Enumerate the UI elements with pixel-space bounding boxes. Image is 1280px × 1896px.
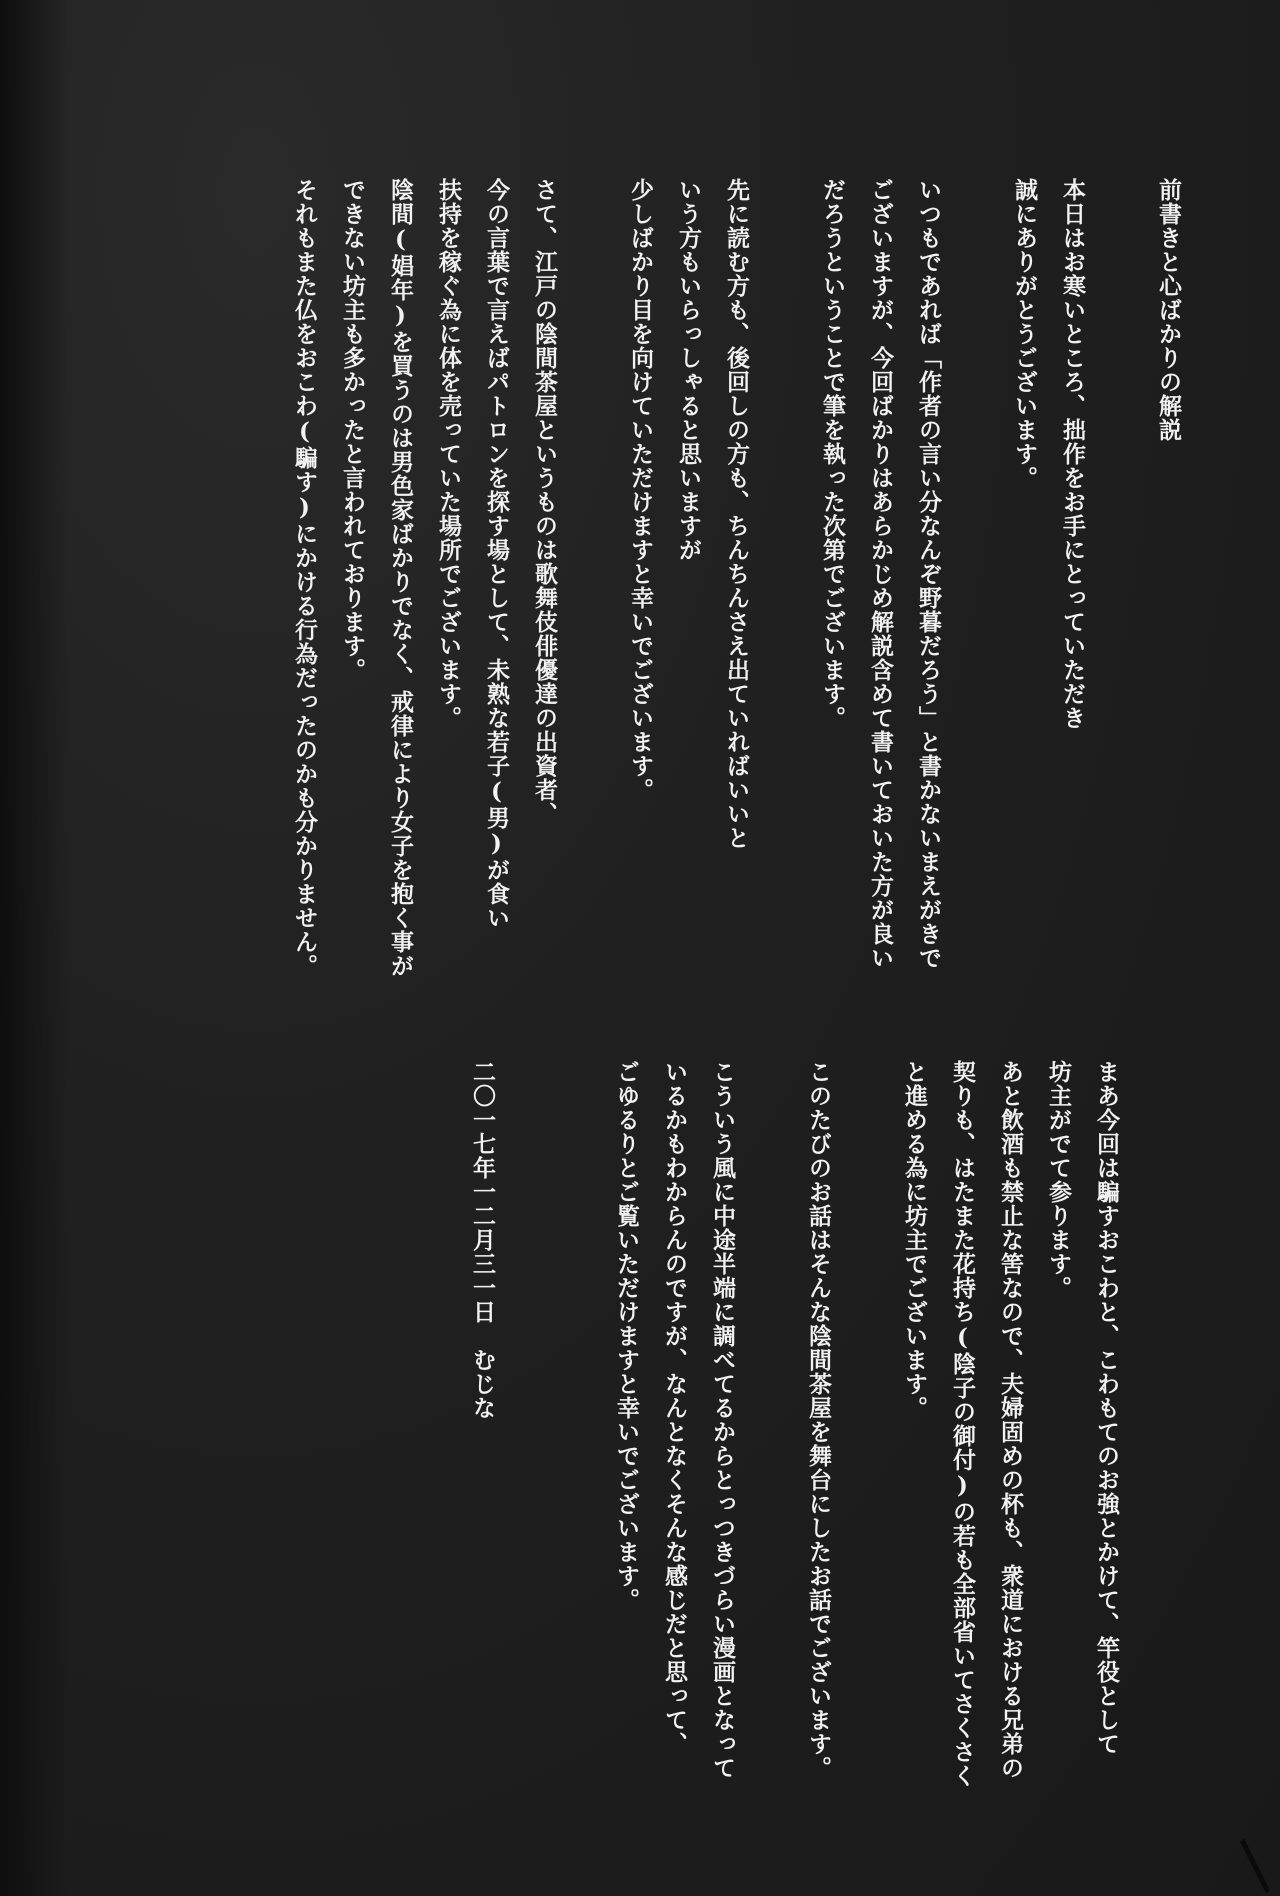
lower-text-line — [506, 1060, 554, 1840]
upper-text-line: さて、江戸の陰間茶屋というものは歌舞伎俳優達の出資者、 — [531, 178, 558, 826]
upper-text-line: だろうということで筆を執った次第でございます。 — [819, 178, 846, 730]
lower-text-line — [554, 1060, 602, 1840]
lower-text-line: 契りも、はたまた花持ち(陰子の御付)の若も全部省いてさくさく — [949, 1060, 976, 1788]
upper-text-line — [952, 178, 1000, 958]
upper-text-line: ございますが、今回ばかりはあらかじめ解説含めて書いておいた方が良い — [867, 178, 894, 970]
lower-text-line: 二〇一七年一二月三一日 むじな — [469, 1060, 496, 1420]
upper-text-line: 先に読む方も、後回しの方も、ちんちんさえ出ていればいいと — [723, 178, 750, 850]
upper-text-line — [1096, 178, 1144, 958]
upper-text-block — [280, 178, 1192, 978]
upper-text-line — [760, 178, 808, 958]
upper-text-line: できない坊主も多かったと言われております。 — [339, 178, 366, 682]
lower-text-line — [746, 1060, 794, 1840]
lower-text-line: 坊主がでて参ります。 — [1045, 1060, 1072, 1300]
upper-text-line: いう方もいらっしゃると思いますが — [675, 178, 702, 562]
lower-text-line — [842, 1060, 890, 1840]
lower-text-line: と進める為に坊主でございます。 — [901, 1060, 928, 1420]
upper-text-line — [568, 178, 616, 958]
spine-shadow — [0, 0, 70, 1896]
lower-text-line: いるかもわからんのですが、なんとなくそんな感じだと思って、 — [661, 1060, 688, 1756]
upper-text-line: 少しばかり目を向けていただけますと幸いでございます。 — [627, 178, 654, 802]
lower-text-line: このたびのお話はそんな陰間茶屋を舞台にしたお話でございます。 — [805, 1060, 832, 1780]
lower-text-line: こういう風に中途半端に調べてるからとっつきづらい漫画となって — [709, 1060, 736, 1780]
lower-text-line: ごゆるりとご覧いただけますと幸いでございます。 — [613, 1060, 640, 1612]
upper-text-line: 今の言葉で言えばパトロンを探す場として、未熟な若子(男)が食い — [483, 178, 510, 930]
upper-text-line: 陰間(娼年)を買うのは男色家ばかりでなく、戒律により女子を抱く事が — [387, 178, 414, 978]
lower-text-line: まあ今回は騙すおこわと、こわもてのお強とかけて、竿役として — [1093, 1060, 1120, 1756]
page-corner-mark — [1234, 1836, 1274, 1896]
lower-text-block — [458, 1060, 1130, 1840]
upper-text-line: いつもであれば「作者の言い分なんぞ野暮だろう」と書かないまえがきで — [915, 178, 942, 970]
upper-text-line: 前書きと心ばかりの解説 — [1155, 178, 1182, 442]
lower-text-line: あと飲酒も禁止な筈なので、夫婦固めの杯も、衆道における兄弟の — [997, 1060, 1024, 1780]
upper-text-line: 誠にありがとうございます。 — [1011, 178, 1038, 490]
upper-text-line: それもまた仏をおこわ(騙す)にかける行為だったのかも分かりません。 — [291, 178, 318, 978]
upper-text-line: 扶持を稼ぐ為に体を売っていた場所でございます。 — [435, 178, 462, 730]
upper-text-line: 本日はお寒いところ、拙作をお手にとっていただき — [1059, 178, 1086, 730]
